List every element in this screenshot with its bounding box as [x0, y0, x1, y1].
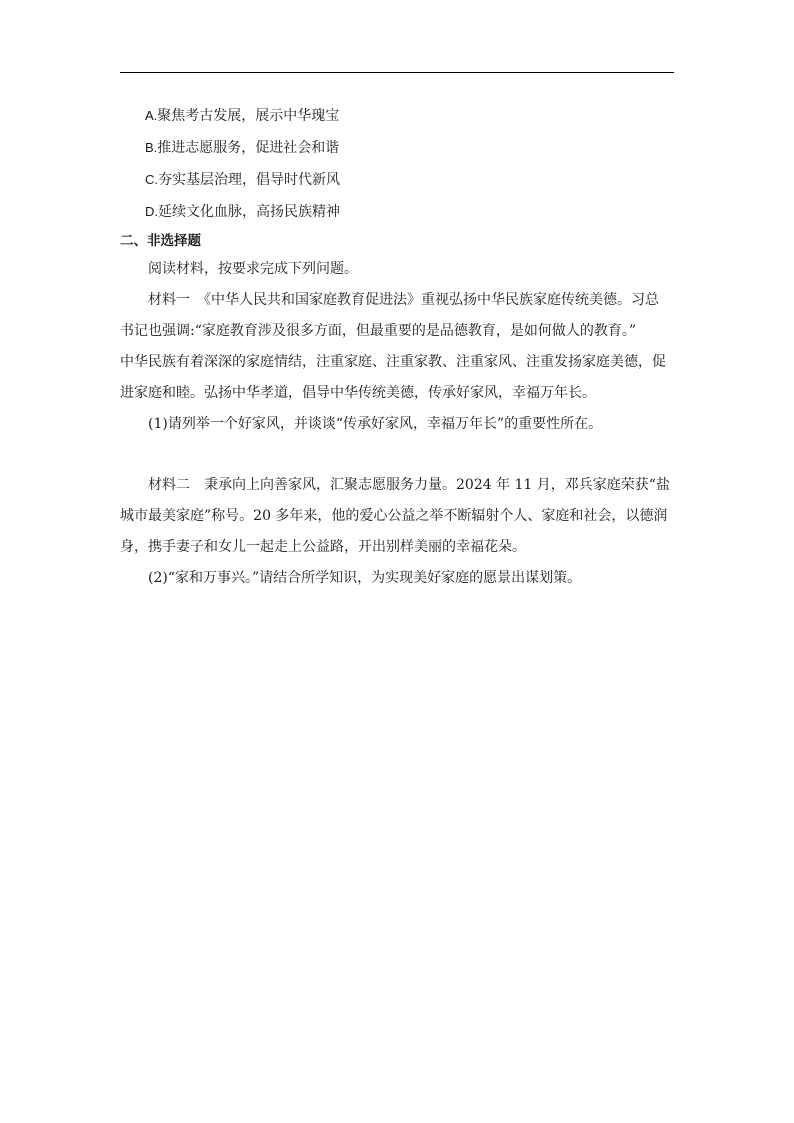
- document-body: [120, 100, 680, 594]
- header-rule: [120, 72, 674, 73]
- question-one: (1)请列举一个好家风，并谈谈“传承好家风，幸福万年长”的重要性所在。: [148, 416, 603, 432]
- option-b-letter: B.: [145, 140, 158, 155]
- question-two: (2)“家和万事兴。”请结合所学知识，为实现美好家庭的愿景出谋划策。: [148, 570, 582, 586]
- option-c-letter: C.: [145, 172, 158, 187]
- material-two-line-1: 材料二 秉承向上向善家风，汇聚志愿服务力量。2024 年 11 月，邓兵家庭荣获“盐: [148, 477, 670, 493]
- material-one-line-1: 材料一 《中华人民共和国家庭教育促进法》重视弘扬中华民族家庭传统美德。习总: [148, 292, 659, 308]
- option-a-letter: A.: [145, 108, 158, 123]
- material-one-line-3: 中华民族有着深深的家庭情结，注重家庭、注重家教、注重家风、注重发扬家庭美德，促: [120, 354, 666, 370]
- instruction-text: 阅读材料，按要求完成下列问题。: [148, 261, 358, 277]
- material-two: [120, 470, 680, 563]
- option-b-text: 推进志愿服务，促进社会和谐: [157, 140, 340, 156]
- material-two-line-2: 城市最美家庭”称号。20 多年来，他的爱心公益之举不断辐射个人、家庭和社会，以德润: [120, 508, 668, 524]
- option-d-letter: D.: [145, 204, 158, 219]
- material-one-line-4: 进家庭和睦。弘扬中华孝道，倡导中华传统美德，传承好家风，幸福万年长。: [120, 385, 596, 401]
- option-d-text: 延续文化血脉，高扬民族精神: [158, 204, 340, 220]
- option-a: [120, 100, 680, 132]
- option-c-text: 夯实基层治理，倡导时代新风: [158, 172, 340, 188]
- option-d: [120, 196, 680, 228]
- material-one-line-2: 书记也强调:“家庭教育涉及很多方面，但最重要的是品德教育，是如何做人的教育。”: [120, 323, 637, 339]
- section-heading: 二、非选择题: [120, 233, 201, 249]
- material-two-line-3: 身，携手妻子和女儿一起走上公益路，开出别样美丽的幸福花朵。: [120, 539, 526, 555]
- option-a-text: 聚焦考古发展，展示中华瑰宝: [157, 108, 340, 124]
- material-one: [120, 285, 680, 409]
- answer-space: [120, 440, 680, 470]
- option-b: [120, 132, 680, 164]
- option-c: [120, 164, 680, 196]
